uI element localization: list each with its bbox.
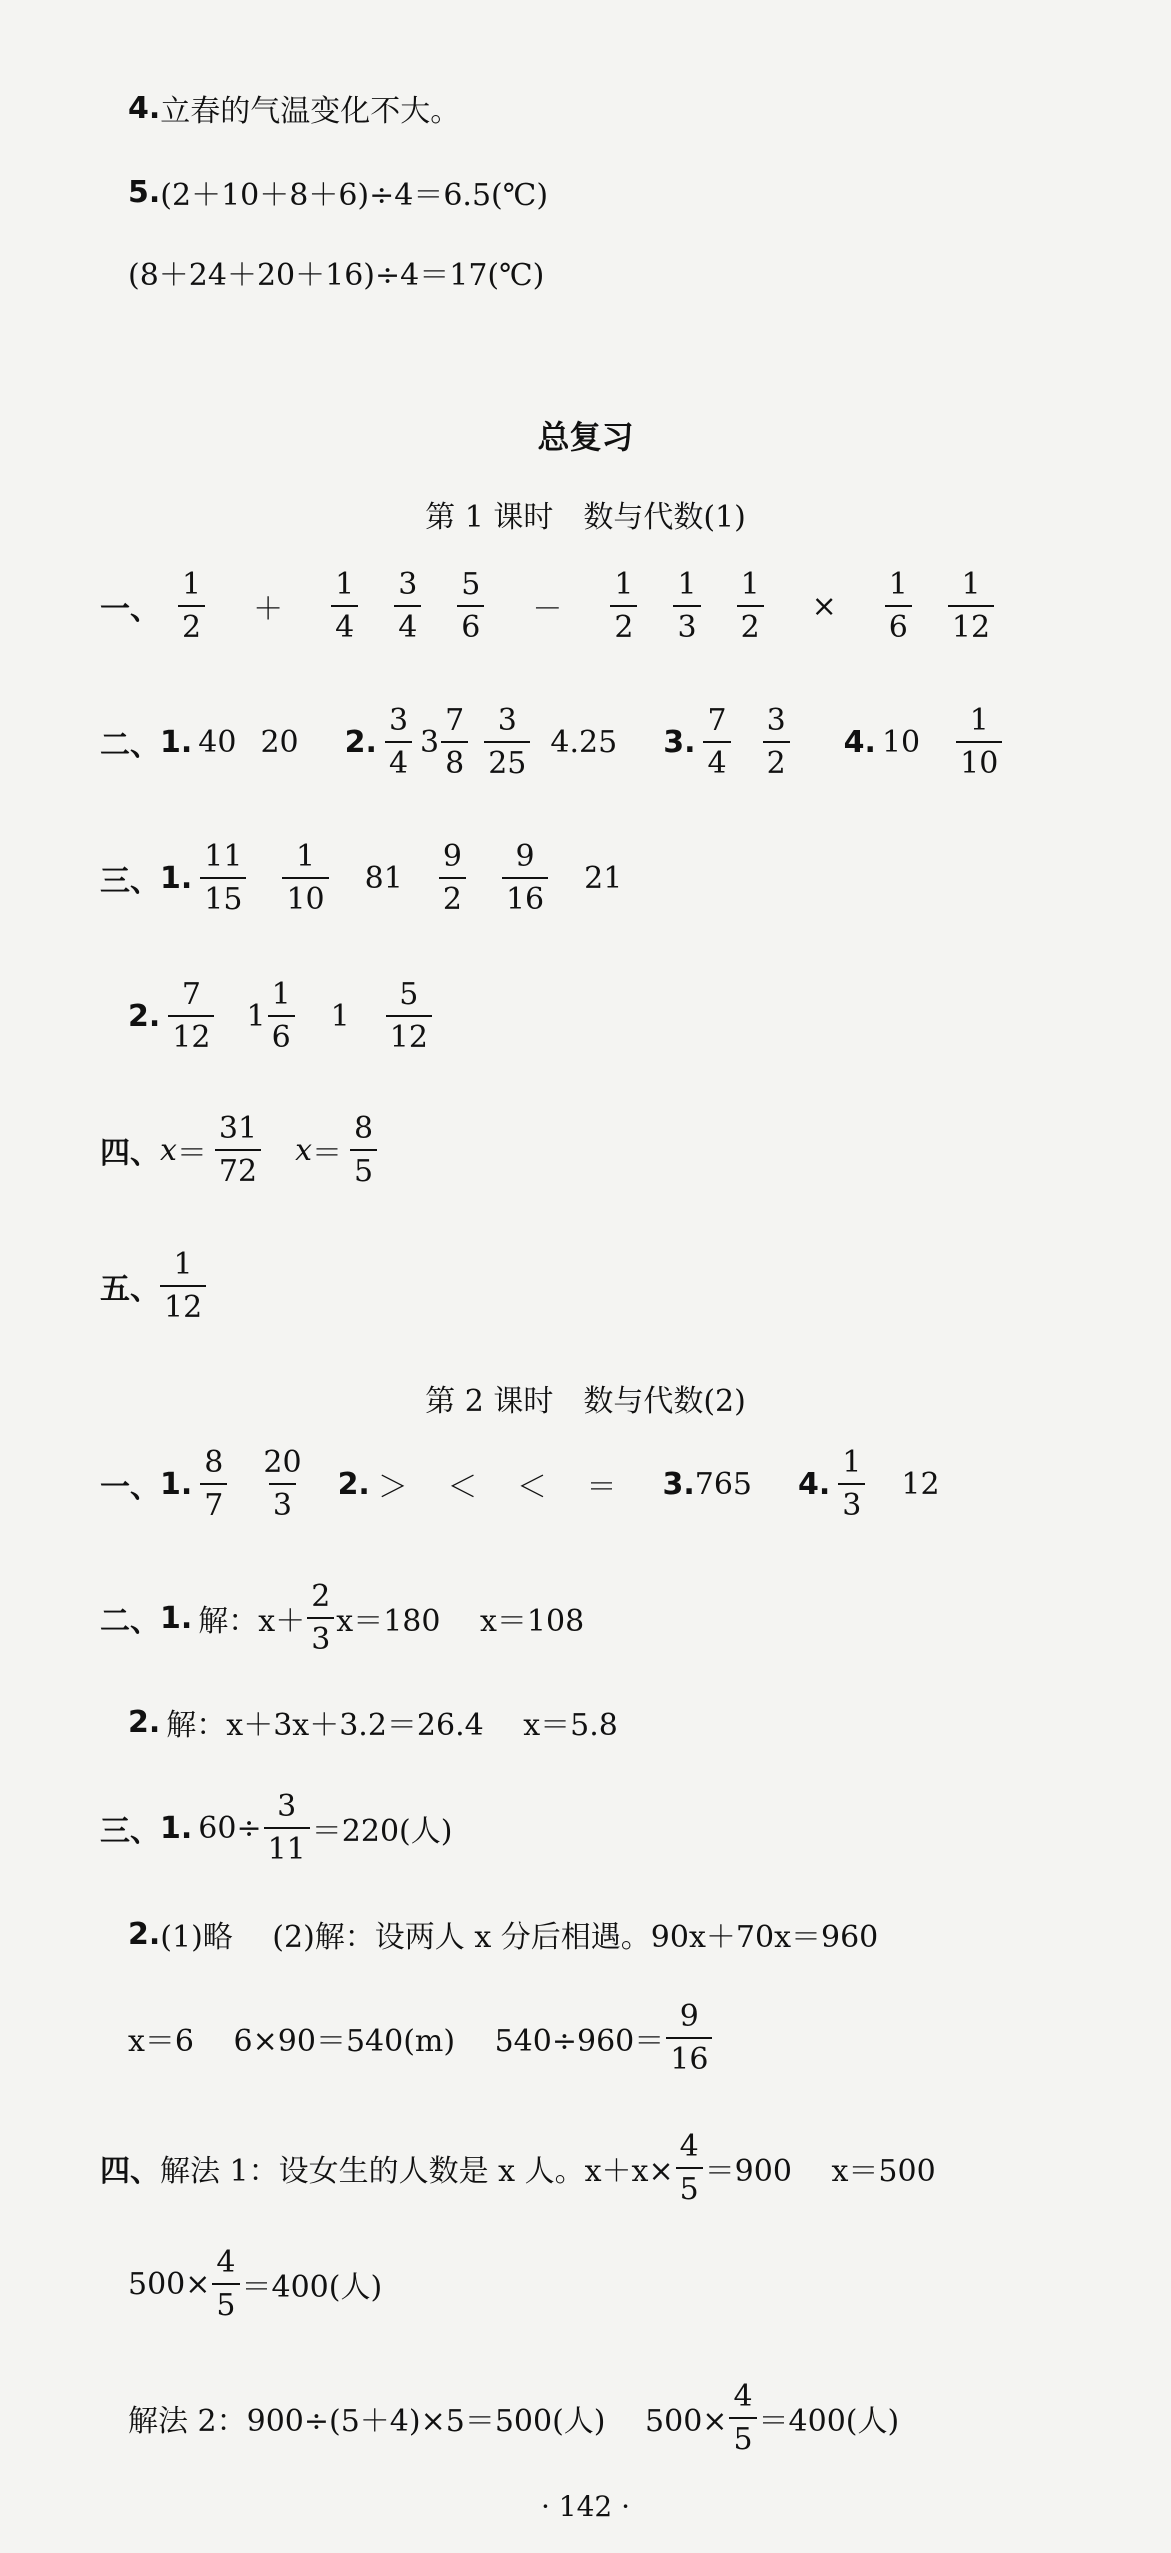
item-number: 4. <box>128 90 161 126</box>
question-label: 四、 <box>100 1136 160 1171</box>
part-number: 4. <box>843 724 876 760</box>
section-title: 总复习 <box>537 418 634 456</box>
part-number: 1. <box>160 860 193 896</box>
answer-line-5b <box>128 250 544 294</box>
operator-answer: ＋ <box>253 592 284 627</box>
part-number: 1. <box>160 1600 193 1636</box>
l1-q4 <box>100 1112 385 1188</box>
l2-q4-2 <box>128 2246 382 2322</box>
fraction: $\frac{5}{12}$ <box>386 978 432 1054</box>
answer: 765 <box>694 1466 752 1502</box>
equals: ＝ <box>176 1136 207 1171</box>
equation-part: x＋ <box>258 1604 306 1639</box>
l2-q4-1 <box>100 2130 936 2206</box>
l2-q2-2 <box>128 1700 618 1744</box>
variable: x <box>160 1132 177 1168</box>
fraction: $\frac{7}{4}$ <box>703 704 730 780</box>
part-number: 1. <box>160 1810 193 1846</box>
equation-part: (1)略 (2)解：设两人 x 分后相遇。90x＋70x＝960 <box>160 1920 879 1955</box>
equation-part: 60÷ <box>198 1810 262 1846</box>
fraction: $\frac{3}{4}$ <box>385 704 412 780</box>
answer: 4.25 <box>550 724 618 760</box>
answer-text: (2＋10＋8＋6)÷4＝6.5(℃) <box>160 178 549 213</box>
part-number: 2. <box>128 1704 161 1740</box>
mixed-number: 3 $\frac{7}{8}$ <box>420 704 476 780</box>
part-number: 4. <box>798 1466 831 1502</box>
lesson-2-title: 第 2 课时 数与代数(2) <box>425 1384 746 1419</box>
equation-part: ＝400(人) <box>758 2404 900 2439</box>
fraction: $\frac{3}{4}$ <box>394 568 421 644</box>
part-number: 1. <box>160 1466 193 1502</box>
answer: 10 <box>881 724 921 760</box>
fraction: $\frac{1}{12}$ <box>160 1248 206 1324</box>
answer: 40 <box>198 724 237 760</box>
fraction: $\frac{4}{5}$ <box>676 2130 703 2206</box>
fraction: $\frac{8}{5}$ <box>350 1112 377 1188</box>
answer-line-4 <box>128 86 460 130</box>
fraction: $\frac{1}{3}$ <box>838 1446 865 1522</box>
question-label: 三、 <box>100 864 160 899</box>
fraction: $\frac{3}{11}$ <box>264 1790 310 1866</box>
variable: x <box>295 1132 313 1168</box>
l2-q4-3 <box>128 2380 899 2456</box>
l2-q1 <box>100 1446 940 1522</box>
fraction: $\frac{3}{2}$ <box>763 704 790 780</box>
fraction: $\frac{1}{3}$ <box>673 568 700 644</box>
fraction: $\frac{1}{12}$ <box>948 568 994 644</box>
fraction: $\frac{1}{10}$ <box>282 840 328 916</box>
l1-q2 <box>100 704 1010 780</box>
answer: 21 <box>584 860 623 896</box>
fraction: $\frac{3}{25}$ <box>484 704 530 780</box>
operator-answer: × <box>811 588 837 624</box>
answer-text: (8＋24＋20＋16)÷4＝17(℃) <box>128 258 545 293</box>
part-number: 2. <box>344 724 377 760</box>
mixed-number: 1 $\frac{1}{6}$ <box>246 978 302 1054</box>
question-label: 二、 <box>100 1604 160 1639</box>
fraction: $\frac{1}{2}$ <box>737 568 764 644</box>
part-number: 3. <box>663 724 696 760</box>
fraction: $\frac{9}{16}$ <box>502 840 548 916</box>
fraction: $\frac{8}{7}$ <box>200 1446 227 1522</box>
comparison-answers: ＞ ＜ ＜ ＝ <box>377 1470 617 1505</box>
fraction: $\frac{11}{15}$ <box>200 840 246 916</box>
answer: 20 <box>260 724 299 760</box>
fraction: $\frac{1}{6}$ <box>885 568 912 644</box>
l1-q3-1 <box>100 840 622 916</box>
l1-q1 <box>100 568 1012 644</box>
question-label: 四、 <box>100 2154 160 2189</box>
solution-label: 解： <box>166 1708 227 1743</box>
equation-part: x＝180 x＝108 <box>336 1604 585 1639</box>
part-number: 2. <box>337 1466 370 1502</box>
equation-part: x＋3x＋3.2＝26.4 x＝5.8 <box>226 1708 618 1743</box>
part-number: 2. <box>128 998 161 1034</box>
answer: 81 <box>364 860 403 896</box>
equals: ＝ <box>312 1136 343 1171</box>
equation-part: 500× <box>128 2266 211 2302</box>
fraction: $\frac{4}{5}$ <box>729 2380 756 2456</box>
answer: 12 <box>901 1466 940 1502</box>
equation-part: 解法 1：设女生的人数是 x 人。x＋x× <box>160 2154 674 2189</box>
answer-text: 立春的气温变化不大。 <box>160 94 461 129</box>
fraction: $\frac{20}{3}$ <box>263 1445 302 1523</box>
l1-q3-2 <box>128 978 440 1054</box>
solution-label: 解： <box>198 1604 259 1639</box>
fraction: $\frac{1}{4}$ <box>331 568 358 644</box>
question-label: 五、 <box>100 1272 160 1307</box>
equation-part: ＝220(人) <box>311 1814 453 1849</box>
question-label: 一、 <box>100 1470 160 1505</box>
part-number: 3. <box>662 1466 695 1502</box>
l1-q5 <box>100 1248 214 1324</box>
question-label: 一、 <box>100 592 160 627</box>
fraction: $\frac{1}{10}$ <box>956 704 1002 780</box>
question-label: 三、 <box>100 1814 160 1849</box>
page-number: · 142 · <box>540 2490 631 2523</box>
l2-q3-2 <box>128 1912 878 1956</box>
fraction: $\frac{1}{2}$ <box>610 568 637 644</box>
question-label: 二、 <box>100 728 160 763</box>
l2-q3-1 <box>100 1790 452 1866</box>
fraction: $\frac{9}{2}$ <box>439 840 466 916</box>
operator-answer: － <box>532 592 563 627</box>
fraction: $\frac{4}{5}$ <box>212 2246 239 2322</box>
answer-line-5 <box>128 170 548 214</box>
equation-part: 解法 2：900÷(5＋4)×5＝500(人) 500× <box>128 2404 728 2439</box>
answer: 1 <box>330 998 350 1034</box>
equation-part: ＝900 x＝500 <box>704 2154 936 2189</box>
lesson-1-title: 第 1 课时 数与代数(1) <box>425 500 746 535</box>
equation-part: x＝6 6×90＝540(m) 540÷960＝ <box>128 2024 665 2059</box>
item-number: 5. <box>128 174 161 210</box>
l2-q3-3 <box>128 2000 714 2076</box>
fraction: $\frac{7}{12}$ <box>168 978 214 1054</box>
fraction-list <box>160 568 1012 644</box>
fraction: $\frac{1}{2}$ <box>178 568 205 644</box>
part-number: 2. <box>128 1916 161 1952</box>
l2-q2-1 <box>100 1580 584 1656</box>
fraction: $\frac{5}{6}$ <box>457 568 484 644</box>
fraction: $\frac{31}{72}$ <box>215 1112 261 1188</box>
fraction: $\frac{2}{3}$ <box>307 1580 334 1656</box>
equation-part: ＝400(人) <box>241 2270 383 2305</box>
part-number: 1. <box>160 724 193 760</box>
fraction: $\frac{9}{16}$ <box>666 2000 712 2076</box>
